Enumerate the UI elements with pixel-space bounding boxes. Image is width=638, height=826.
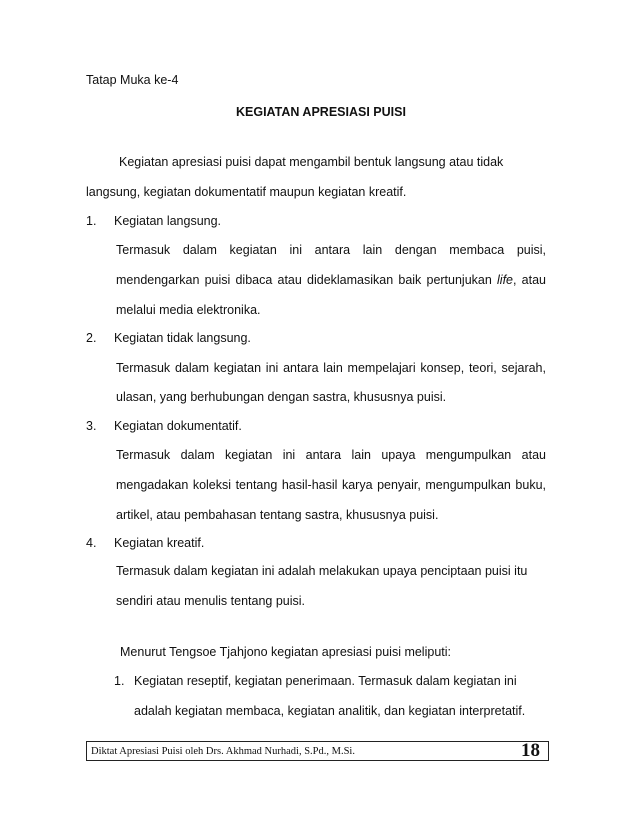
page-number: 18 [521,740,540,761]
item-3-line-2: mengadakan koleksi tentang hasil-hasil karya penyair, mengumpulkan buku, [116,478,546,492]
item-2-heading: Kegiatan tidak langsung. [114,331,251,345]
page-title: KEGIATAN APRESIASI PUISI [236,105,406,119]
item-1-number: 1. [86,214,97,228]
intro-line-1: Kegiatan apresiasi puisi dapat mengambil bentuk langsung atau tidak [119,155,504,169]
item-4-line-1: Termasuk dalam kegiatan ini adalah melakukan upaya penciptaan puisi itu [116,564,528,578]
item-3-line-1: Termasuk dalam kegiatan ini antara lain upaya mengumpulkan atau [116,448,546,462]
bullet-sub-number: 1. [114,674,125,688]
item-1-line-1: Termasuk dalam kegiatan ini antara lain dengan membaca puisi, [116,243,546,257]
item-2-number: 2. [86,331,97,345]
item-1-line-3: melalui media elektronika. [116,303,261,317]
intro-line-2: langsung, kegiatan dokumentatif maupun kegiatan kreatif. [86,185,407,199]
item-4-number: 4. [86,536,97,550]
item-1-heading: Kegiatan langsung. [114,214,222,228]
item-1-line-2 [116,272,546,288]
item-3-number: 3. [86,419,97,433]
item-4-line-2: sendiri atau menulis tentang puisi. [116,594,306,608]
bullet-text: Menurut Tengsoe Tjahjono kegiatan apresiasi puisi meliputi: [120,645,451,659]
item-3-line-3: artikel, atau pembahasan tentang sastra, khususnya puisi. [116,508,439,522]
bullet-sub-line-1: Kegiatan reseptif, kegiatan penerimaan. Termasuk dalam kegiatan ini [134,674,517,688]
bullet-sub-line-2: adalah kegiatan membaca, kegiatan analitik, dan kegiatan interpretatif. [134,704,526,718]
footer-text: Diktat Apresiasi Puisi oleh Drs. Akhmad Nurhadi, S.Pd., M.Si. [91,746,355,757]
item-1-line-2-text: mendengarkan puisi dibaca atau dideklamasikan baik pertunjukan life, atau [116,273,546,287]
item-2-line-1: Termasuk dalam kegiatan ini antara lain mempelajari konsep, teori, sejarah, [116,361,546,375]
page-footer [86,741,549,761]
item-4-heading: Kegiatan kreatif. [114,536,205,550]
item-3-heading: Kegiatan dokumentatif. [114,419,242,433]
meeting-label: Tatap Muka ke-4 [86,73,179,87]
item-2-line-2: ulasan, yang berhubungan dengan sastra, khususnya puisi. [116,390,447,404]
